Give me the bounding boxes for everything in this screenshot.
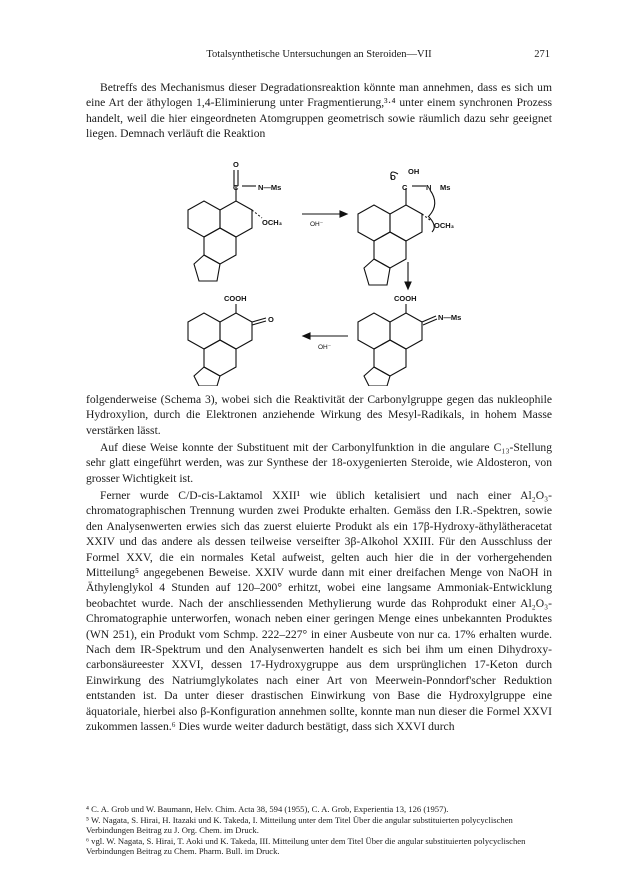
structure-top-right bbox=[358, 172, 435, 285]
page-number: 271 bbox=[534, 49, 550, 60]
reaction-scheme-3 bbox=[86, 150, 552, 386]
paragraph-4 bbox=[86, 488, 552, 735]
top-right-och3-label: OCH₃ bbox=[434, 221, 455, 230]
structure-bottom-left bbox=[188, 304, 266, 386]
arrow-down bbox=[405, 262, 411, 289]
bottom-left-o-label: O bbox=[268, 315, 274, 324]
top-right-oh-label: OH bbox=[408, 167, 420, 176]
footnote-6: ⁶ vgl. W. Nagata, S. Hirai, T. Aoki und K. Takeda, III. Mitteilung unter dem Titel Über die angular substituierten polycyclischen Verbindungen Beitrag zu Chem. Pharm. Bull. im Druck. bbox=[86, 835, 526, 857]
running-title: Totalsynthetische Untersuchungen an Steroiden—VII bbox=[206, 49, 432, 60]
reaction-scheme-drawing bbox=[86, 150, 552, 386]
top-left-o-label: O bbox=[233, 160, 239, 169]
bottom-right-n-label: N—Ms bbox=[438, 313, 462, 322]
arrow-bottom bbox=[303, 333, 348, 339]
top-right-c-label: C bbox=[402, 183, 408, 192]
paragraph-4-text: Ferner wurde C/D-cis-Laktamol XXII¹ wie üblich ketalisiert und nach einer Al₂O₃-chromatographischen Trennung wurden zwei Produkte erhalten. Gemäss den I.R.-Spektren, sowie den Analysenwerten erwies sich das zuerst eluierte Produkt als ein 17β-Hydroxy-äthylätheracetat XXIV und das andere als dessen teilweise verseifter 3β-Alkohol XXIII. Für den Ausschluss der Formel XXV, die ein normales Ketal aufweist, gelten auch hier die in der vorhergehenden Mitteilung⁵ angegebenen Beweise. XXIV wurde dann mit einer dreifachen Menge von NaOH in Äthylenglykol 4 Stunden auf 120–200° erhitzt, wobei eine langsame Ammoniak-Entwicklung beobachtet wurde. Nach der anschliessenden Methylierung wurde das Rohprodukt einer Al₂O₃-Chromatographie unterworfen, wonach neben einer geringen Menge eines unbekannten Produktes (WN 251), ein Produkt vom Schmp. 222–227° in einer Ausbeute von nur ca. 17% erhalten wurde. Nach dem IR-Spektrum und den Analysenwerten handelt es sich bei ihm um einen Dihydroxy-carbonsäureester XXVI, dessen 17-Hydroxygruppe aus dem ursprünglichen 17-Keton durch Einwirkung des Natriumglykolates nach einer Art von Meerwein-Ponndorf'scher Reduktion entstanden ist. Da unter dieser drastischen Einwirkung von Base die Hydroxylgruppe eine äquatoriale, hierbei also β-Konfiguration annehmen sollte, konnte man nun dieser die Formel XXVI zukommen lassen.⁶ Dies wurde weiter dadurch bestätigt, dass sich XXVI durch bbox=[86, 489, 552, 734]
footnote-4: ⁴ C. A. Grob und W. Baumann, Helv. Chim. Acta 38, 594 (1955), C. A. Grob, Experientia 13, 126 (1957). bbox=[86, 804, 449, 814]
running-header bbox=[88, 49, 550, 63]
paragraph-2-text: folgenderweise (Schema 3), wobei sich die Reaktivität der Carbonylgruppe gegen das nukleophile Hydroxylion, durch die Elektronen anziehende Wirkung des Mesyl-Radikals, in hohem Masse verstärken lässt. bbox=[86, 393, 552, 437]
bottom-right-cooh-label: COOH bbox=[394, 294, 417, 303]
top-left-c-label: C bbox=[233, 183, 239, 192]
top-right-ms-label: Ms bbox=[440, 183, 451, 192]
paragraph-1 bbox=[86, 80, 552, 142]
top-right-n-label: N bbox=[426, 183, 432, 192]
paragraph-3 bbox=[86, 440, 552, 486]
arrow-top bbox=[302, 211, 347, 217]
top-left-och3-label: OCH₃ bbox=[262, 218, 283, 227]
paragraph-1-text: Betreffs des Mechanismus dieser Degradationsreaktion könnte man annehmen, dass es sich um eine Art der äthylogen 1,4-Eliminierung unter Fragmentierung,³·⁴ unter einem synchronen Prozess handelt, weil die hier eingeordneten Atomgruppen geometrisch sowie räumlich dazu sehr geeignet liegen. Demnach verläuft die Reaktion bbox=[86, 81, 552, 141]
top-reagent-label: OH⁻ bbox=[310, 221, 324, 228]
bottom-left-cooh-label: COOH bbox=[224, 294, 247, 303]
top-right-o-label: O bbox=[390, 173, 396, 182]
structure-top-left bbox=[188, 170, 262, 281]
paragraph-2 bbox=[86, 392, 552, 438]
top-left-n-label: N—Ms bbox=[258, 183, 282, 192]
footnotes bbox=[86, 804, 552, 857]
structure-bottom-right bbox=[358, 304, 437, 386]
footnote-5: ⁵ W. Nagata, S. Hirai, H. Itazaki und K. Takeda, I. Mitteilung unter dem Titel Über die angular substituierten polycyclischen Verbindungen Beitrag zu J. Org. Chem. im Druck. bbox=[86, 814, 513, 836]
bottom-reagent-label: OH⁻ bbox=[318, 344, 332, 351]
paragraph-3-text: Auf diese Weise konnte der Substituent mit der Carbonylfunktion in die angulare C₁₃-Stellung sehr glatt eingeführt werden, was zur Synthese der 18-oxygenierten Steroide, wie Aldosteron, von grosser Wichtigkeit ist. bbox=[86, 441, 552, 485]
